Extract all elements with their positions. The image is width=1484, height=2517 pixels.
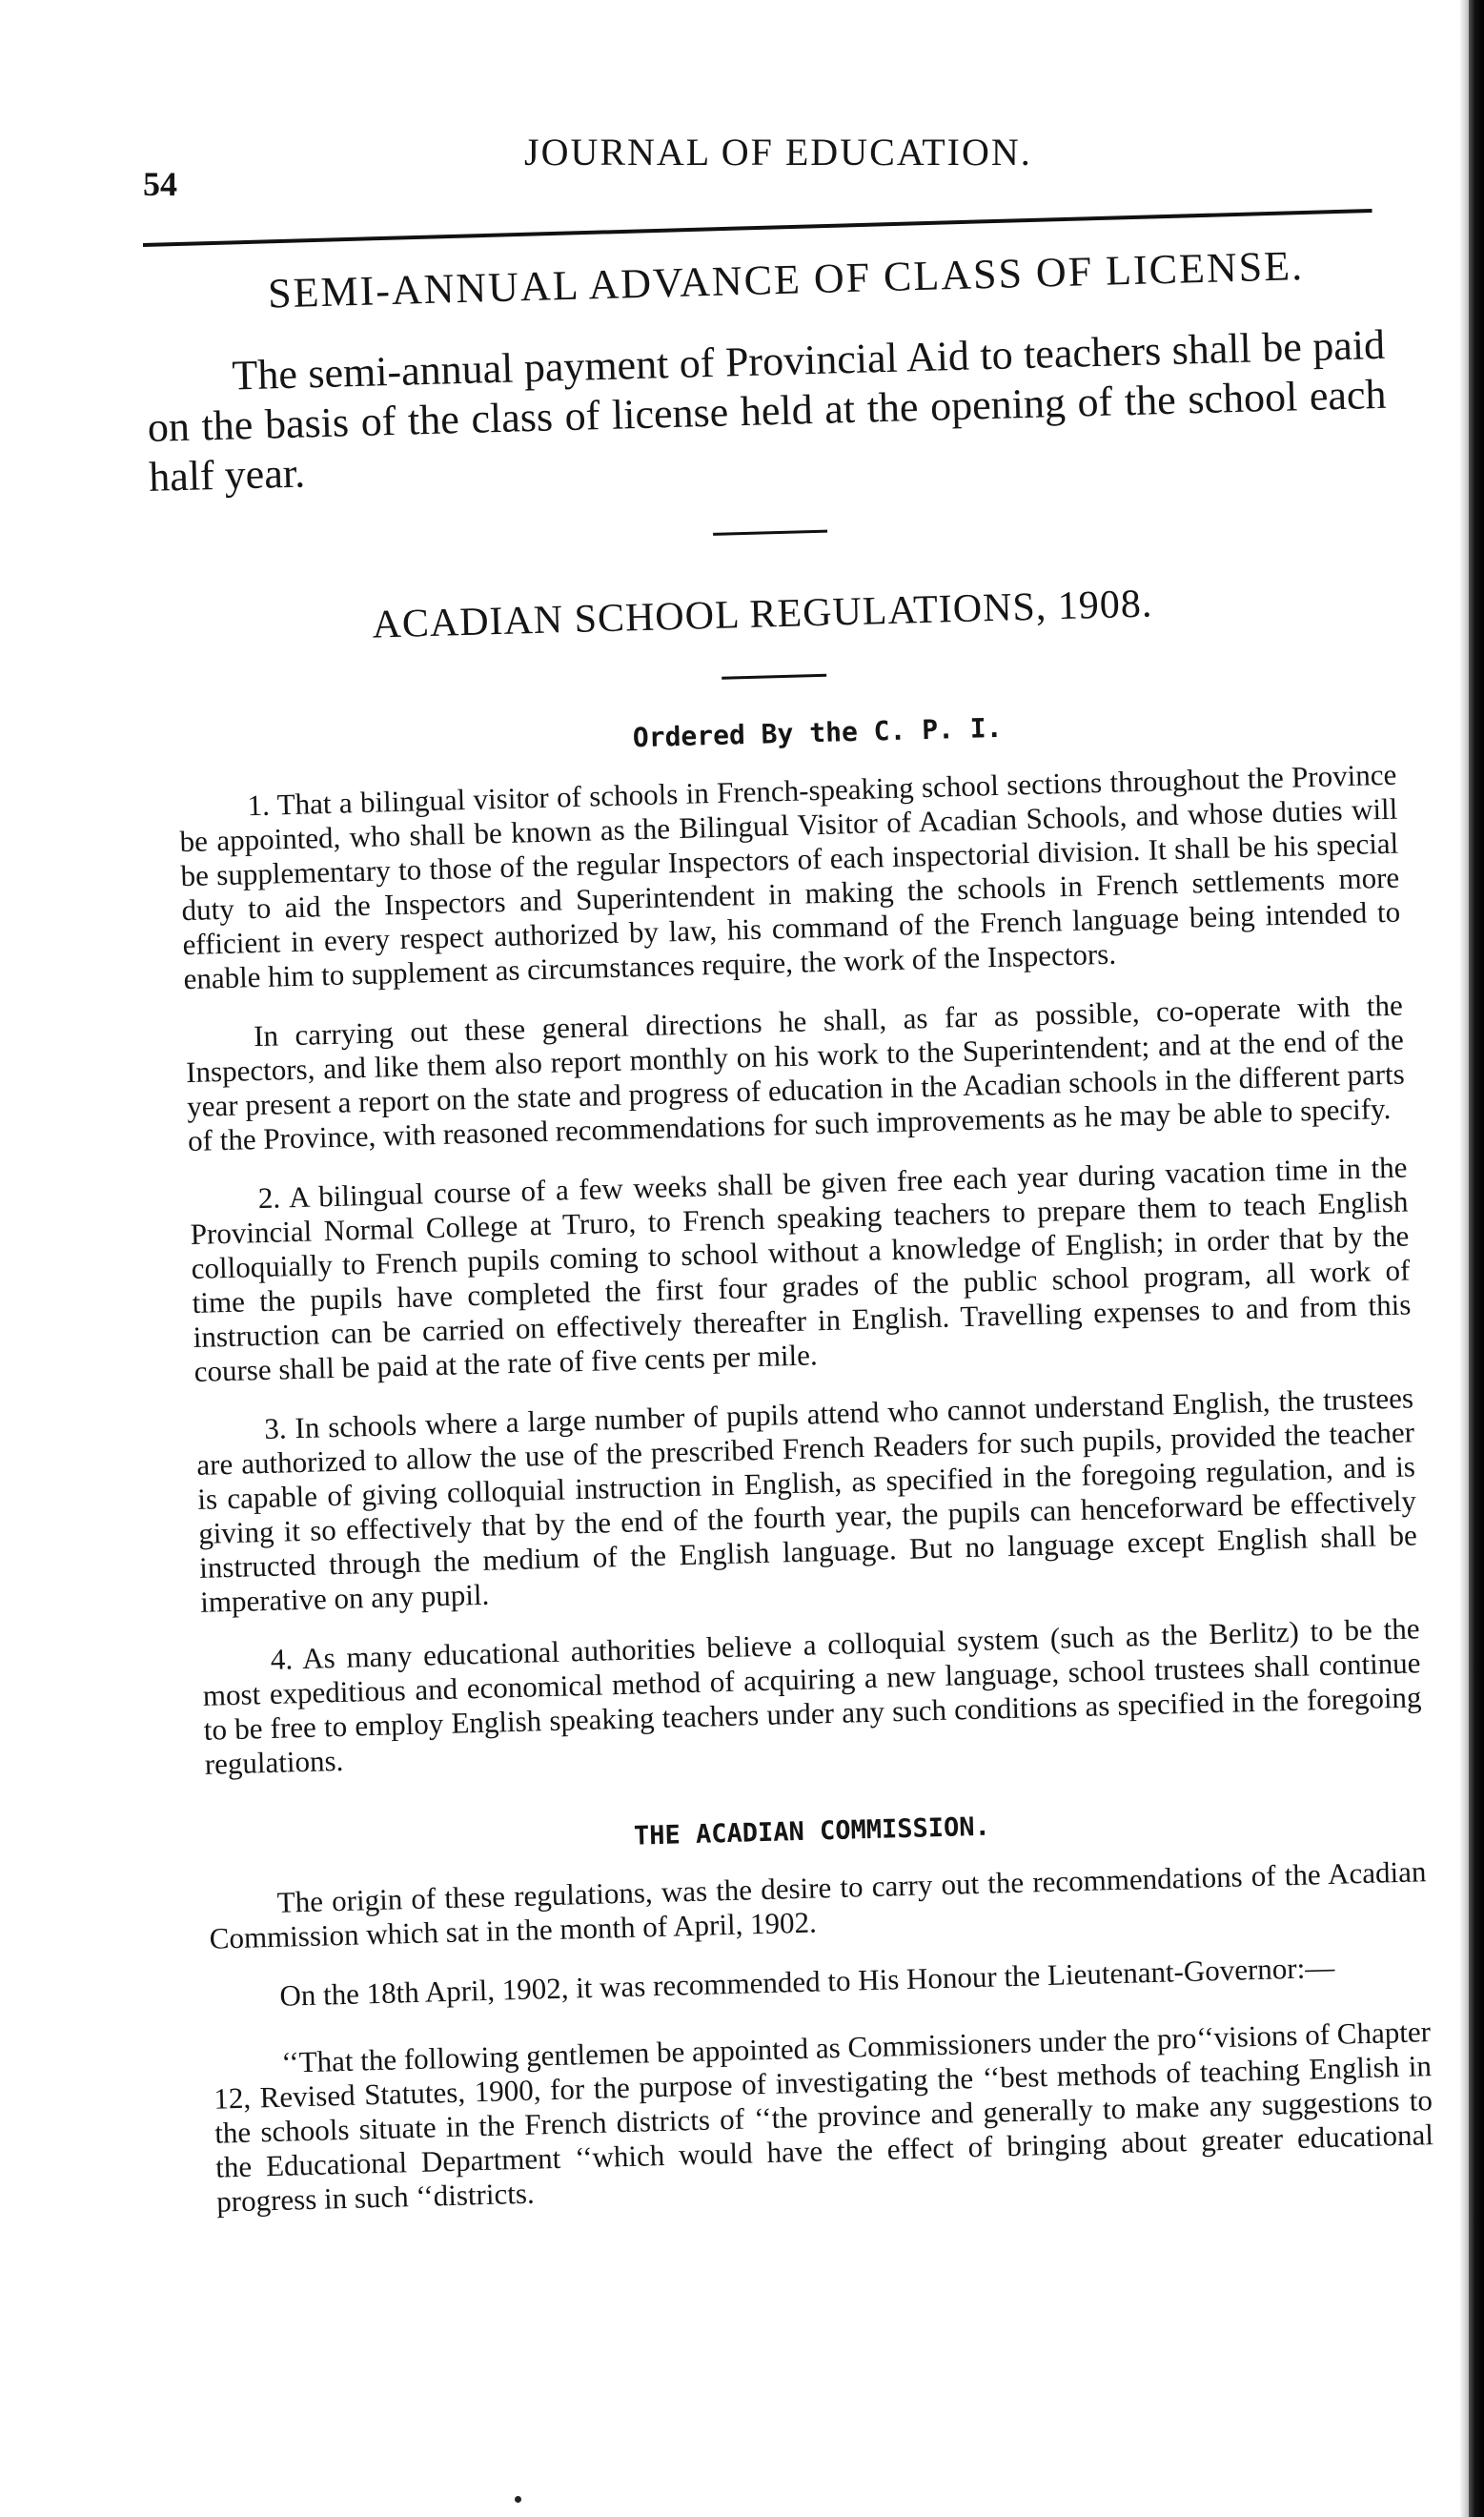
section-divider	[722, 674, 826, 680]
regulation-paragraph-1-continued: In carrying out these general directions he shall, as far as possible, co-operate with the Inspectors, and like them also report monthly on his work to the Superintendent; and at the end of the year present a report on the state and progress of education in the Acadian schools in the different parts of the Province, with reasoned recommendations for such improvements as he may be able to specify.	[185, 988, 1406, 1158]
regulation-paragraph-2: 2. A bilingual course of a few weeks shall be given free each year during vacation time in the Provincial Normal College at Truro, to French speaking teachers to prepare them to teach English colloquially to French pupils coming to school without a knowledge of English; in order that by the time the pupils have completed the first four grades of the public school program, all work of instruction can be carried on effectively thereafter in English. Travelling expenses to and from this course shall be paid at the rate of five cents per mile.	[190, 1150, 1412, 1388]
page-edge-shadow	[1459, 0, 1469, 2517]
section-title-acadian-regulations: ACADIAN SCHOOL REGULATIONS, 1908.	[371, 582, 1153, 647]
section-title-acadian-commission: THE ACADIAN COMMISSION.	[633, 1811, 991, 1852]
book-binding-edge	[1469, 0, 1484, 2517]
section-divider	[713, 530, 827, 536]
commission-paragraph-2: On the 18th April, 1902, it was recommended to His Honour the Lieutenant-Governor:—	[278, 1950, 1335, 2013]
regulation-paragraph-3: 3. In schools where a large number of pupils attend who cannot understand English, the trustees are authorized to allow the use of the prescribed French Readers for such pupils, provided the teacher is capable of giving colloquial instruction in English, as specified in the foregoing regulation, and is giving it so effectively that by the end of the fourth year, the pupils can henceforward be effectively instructed through the medium of the English language. But no language except English shall be imperative on any pupil.	[195, 1381, 1418, 1619]
stray-print-mark	[515, 2496, 521, 2503]
page-header	[143, 130, 1401, 206]
regulation-paragraph-4: 4. As many educational authorities believe a colloquial system (such as the Berlitz) to be the most expeditious and economical method of acquiring a new language, school trustees shall continue to be free to employ English speaking teachers under any such conditions as specified in the foregoing regulations.	[202, 1611, 1422, 1781]
page-content	[143, 222, 1434, 2220]
section-body-semi-annual: The semi-annual payment of Provincial Aid to teachers shall be paid on the basis of the class of license held at the opening of the school each half year.	[147, 320, 1388, 501]
commission-quote: ‘‘That the following gentlemen be appointed as Commissioners under the pro‘‘visions of Chapter 12, Revised Statutes, 1900, for the purpose of investigating the ‘‘best methods of teaching English in the schools situate in the French districts of ‘‘the province and generally to make any suggestions to the Educational Department ‘‘which would have the effect of bringing about greater educational progress in such ‘‘districts.	[213, 2015, 1434, 2219]
section-title-semi-annual: SEMI-ANNUAL ADVANCE OF CLASS OF LICENSE.	[267, 242, 1305, 317]
page-number: 54	[143, 165, 177, 203]
running-head: JOURNAL OF EDUCATION.	[524, 131, 1032, 174]
ordered-by-line: Ordered By the C. P. I.	[632, 711, 1003, 754]
regulation-paragraph-1: 1. That a bilingual visitor of schools in French-speaking school sections throughout the Province be appointed, who shall be known as the Bilingual Visitor of Acadian Schools, and whose duties will be supplementary to those of the regular Inspectors of each inspectorial division. It shall be his special duty to aid the Inspectors and Superintendent in making the schools in French settlements more efficient in every respect authorized by law, his command of the French language being intended to enable him to supplement as circumstances require, the work of the Inspectors.	[179, 757, 1401, 996]
commission-paragraph-1: The origin of these regulations, was the desire to carry out the recommendations of the Acadian Commission which sat in the month of April, 1902.	[209, 1854, 1427, 1955]
